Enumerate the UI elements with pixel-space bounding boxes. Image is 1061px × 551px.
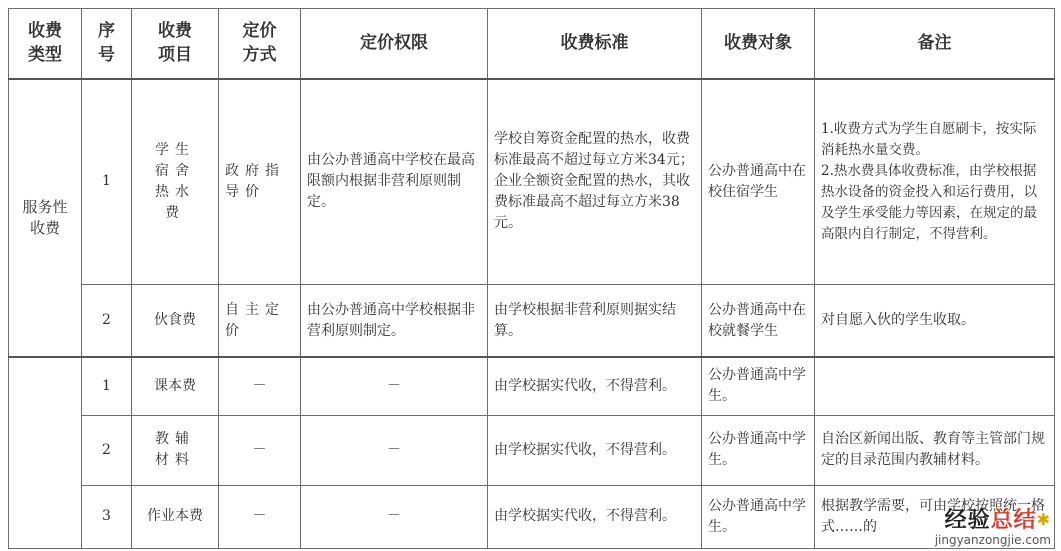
item-cell: 学生宿舍热水费 [132,79,219,285]
bulb-icon: ✱ [1036,510,1051,529]
fee-standard-table [8,8,1055,549]
authority-cell: 由公办普通高中学校根据非营利原则制定。 [301,285,488,357]
remarks-cell: 1.收费方式为学生自愿刷卡，按实际消耗热水量交费。 2.热水费具体收费标准，由学校根据热水设备的资金投入和运行费用，以及学生承受能力等因素，在规定的最高限内自行制定，不得营利。 [815,79,1055,285]
header-fee-type: 收费类型 [9,9,82,79]
table-row [9,79,1055,285]
remarks-cell [815,357,1055,415]
standard-cell: 学校自筹资金配置的热水，收费标准最高不超过每立方米34元；企业全额资金配置的热水，其收费标准最高不超过每立方米38元。 [488,79,702,285]
table-row [9,485,1055,548]
method-cell: 政府指导价 [219,79,301,285]
item-cell: 伙食费 [132,285,219,357]
authority-cell: － [301,485,488,548]
watermark-text-highlight: 总结 [990,508,1037,533]
table-row [9,415,1055,485]
row-number: 2 [82,415,132,485]
target-cell: 公办普通高中学生。 [702,357,815,415]
method-cell: － [219,415,301,485]
watermark-url: jingyanzongjie.com [934,533,1051,547]
target-cell: 公办普通高中在校住宿学生 [702,79,815,285]
standard-cell: 由学校根据非营利原则据实结算。 [488,285,702,357]
watermark-text-prefix: 经验 [944,508,991,533]
table-row [9,285,1055,357]
row-number: 1 [82,357,132,415]
watermark-logo [935,508,1051,533]
authority-cell: － [301,415,488,485]
target-cell: 公办普通高中学生。 [702,485,815,548]
header-pricing-method: 定价方式 [219,9,301,79]
header-no: 序号 [82,9,132,79]
standard-cell: 由学校据实代收，不得营利。 [488,415,702,485]
header-fee-standard: 收费标准 [488,9,702,79]
site-watermark [935,508,1051,547]
method-cell: － [219,357,301,415]
table-row [9,357,1055,415]
row-number: 3 [82,485,132,548]
header-remarks: 备注 [815,9,1055,79]
method-cell: 自主定价 [219,285,301,357]
remarks-cell: 对自愿入伙的学生收取。 [815,285,1055,357]
row-number: 1 [82,79,132,285]
authority-cell: 由公办普通高中学校在最高限额内根据非营利原则制定。 [301,79,488,285]
remarks-cell: 根据教学需要，可由学校按照统一格式……的 [815,485,1055,548]
remarks-cell: 自治区新闻出版、教育等主管部门规定的目录范围内教辅材料。 [815,415,1055,485]
row-number: 2 [82,285,132,357]
fee-type-cell: 服务性收费 [9,79,82,358]
target-cell: 公办普通高中学生。 [702,415,815,485]
header-item: 收费项目 [132,9,219,79]
target-cell: 公办普通高中在校就餐学生 [702,285,815,357]
fee-type-cell [9,357,82,548]
authority-cell: － [301,357,488,415]
method-cell: － [219,485,301,548]
header-pricing-authority: 定价权限 [301,9,488,79]
item-cell: 课本费 [132,357,219,415]
standard-cell: 由学校据实代收，不得营利。 [488,485,702,548]
header-fee-target: 收费对象 [702,9,815,79]
standard-cell: 由学校据实代收，不得营利。 [488,357,702,415]
header-row [9,9,1055,79]
item-cell: 作业本费 [132,485,219,548]
item-cell: 教辅材料 [132,415,219,485]
